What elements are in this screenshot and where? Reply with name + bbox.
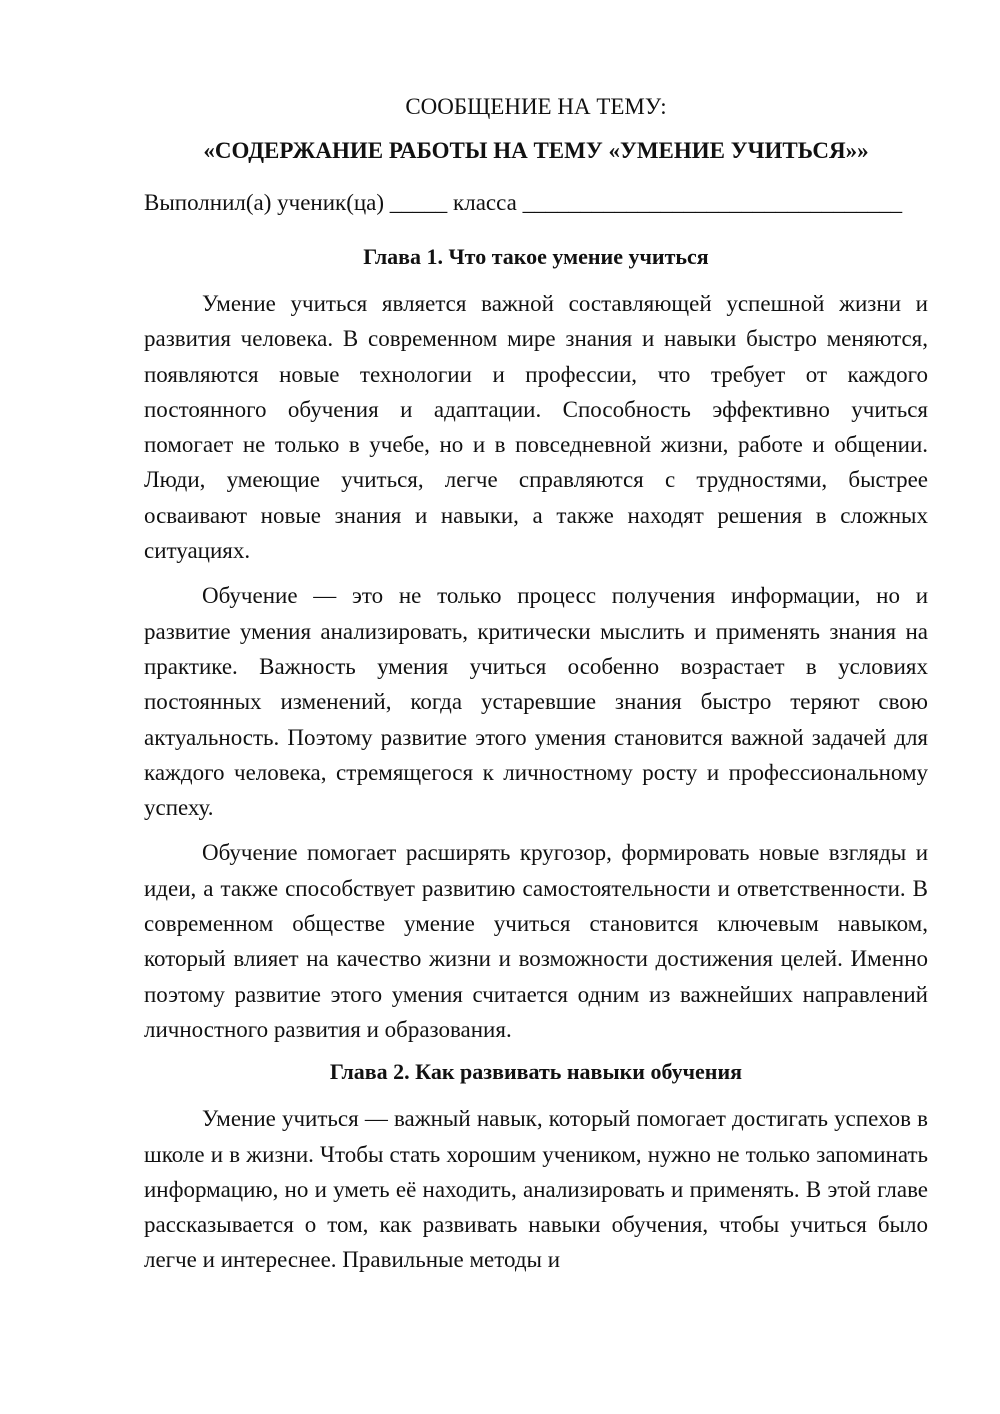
signature-line: Выполнил(а) ученик(ца) _____ класса _________________________________ — [144, 190, 903, 215]
chapter-1-paragraph-1: Умение учиться является важной составляющей успешной жизни и развития человека. В современном мире знания и навыки быстро меняются, появляются новые технологии и профессии, что требует от каждого постоянного обучения и адаптации. Способность эффективно учиться помогает не только в учебе, но и в повседневной жизни, работе и общении. Люди, умеющие учиться, легче справляются с трудностями, быстрее осваивают новые знания и навыки, а также находят решения в сложных ситуациях. — [144, 291, 928, 564]
chapter-1-paragraph-3: Обучение помогает расширять кругозор, формировать новые взгляды и идеи, а также способствует развитию самостоятельности и ответственности. В современном обществе умение учиться становится ключевым навыком, который влияет на качество жизни и возможности достижения целей. Именно поэтому развитие этого умения считается одним из важнейших направлений личностного развития и образования. — [144, 840, 928, 1042]
chapter-1-paragraph-2: Обучение — это не только процесс получения информации, но и развитие умения анализировать, критически мыслить и применять знания на практике. Важность умения учиться особенно возрастает в условиях постоянных изменений, когда устаревшие знания быстро теряют свою актуальность. Поэтому развитие этого умения становится важной задачей для каждого человека, стремящегося к личностному росту и профессиональному успеху. — [144, 583, 928, 821]
chapter-1-heading: Глава 1. Что такое умение учиться — [363, 244, 709, 269]
chapter-2-paragraph-1: Умение учиться — важный навык, который помогает достигать успехов в школе и в жизни. Чтобы стать хорошим учеником, нужно не только запоминать информацию, но и уметь её находить, анализировать и применять. В этой главе рассказывается о том, как развивать навыки обучения, чтобы учиться было легче и интереснее. Правильные методы и — [144, 1106, 928, 1273]
document-title: СООБЩЕНИЕ НА ТЕМУ: — [405, 94, 667, 119]
chapter-2-heading: Глава 2. Как развивать навыки обучения — [329, 1059, 743, 1085]
document-subtitle: «СОДЕРЖАНИЕ РАБОТЫ НА ТЕМУ «УМЕНИЕ УЧИТЬСЯ»» — [203, 138, 869, 163]
